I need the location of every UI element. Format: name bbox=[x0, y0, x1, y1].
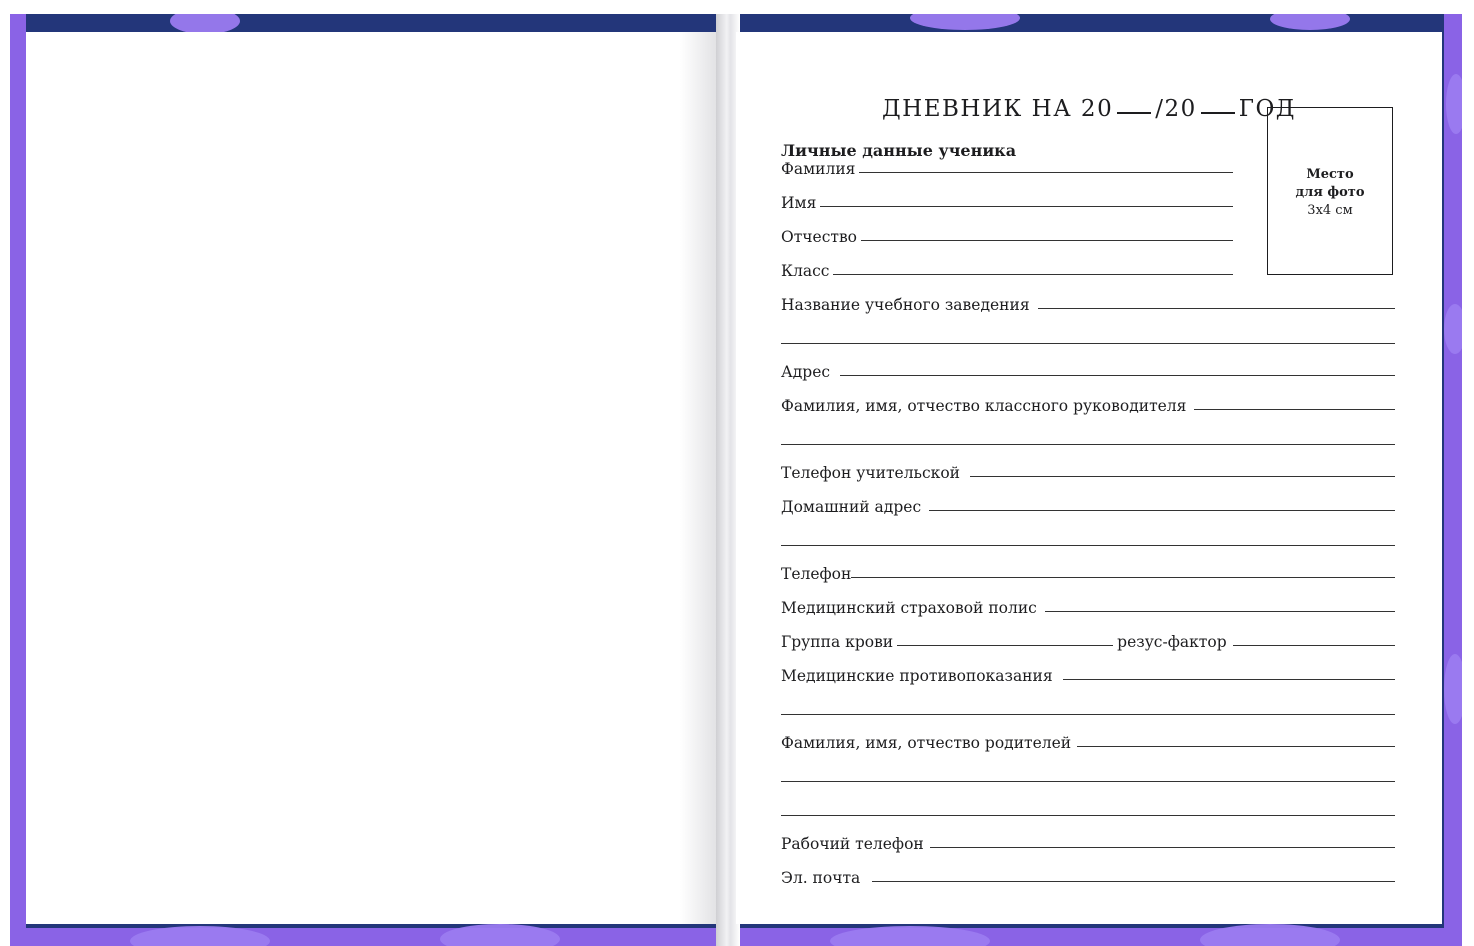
field-phone bbox=[781, 561, 1395, 583]
teacher-input-line-2[interactable] bbox=[781, 444, 1395, 445]
field-label: Телефон bbox=[781, 565, 852, 583]
field-label: Медицинский страховой полис bbox=[781, 599, 1037, 617]
parents-input-line-3[interactable] bbox=[781, 815, 1395, 816]
field-contraindications bbox=[781, 663, 1395, 685]
field-teacher bbox=[781, 393, 1395, 415]
patronymic-input-line[interactable] bbox=[861, 240, 1233, 241]
field-school bbox=[781, 292, 1395, 314]
field-label: Рабочий телефон bbox=[781, 835, 924, 853]
cover-splash bbox=[910, 14, 1020, 30]
field-label: резус-фактор bbox=[1117, 633, 1227, 651]
rh-factor-input-line[interactable] bbox=[1233, 645, 1395, 646]
field-label: Группа крови bbox=[781, 633, 894, 651]
field-patronymic bbox=[781, 224, 1233, 246]
staff-phone-input-line[interactable] bbox=[970, 476, 1395, 477]
photo-label-line1: Место bbox=[1306, 167, 1354, 182]
field-class bbox=[781, 258, 1233, 280]
field-label: Фамилия, имя, отчество родителей bbox=[781, 734, 1072, 752]
contraindications-input-line-2[interactable] bbox=[781, 714, 1395, 715]
cover-splash bbox=[1444, 304, 1462, 354]
field-blood bbox=[781, 629, 1395, 651]
address-input-line[interactable] bbox=[840, 375, 1395, 376]
field-label: Домашний адрес bbox=[781, 498, 922, 516]
name-input-line[interactable] bbox=[820, 206, 1233, 207]
field-label: Эл. почта bbox=[781, 869, 861, 887]
left-page bbox=[26, 32, 718, 924]
school-input-line-2[interactable] bbox=[781, 343, 1395, 344]
phone-input-line[interactable] bbox=[851, 577, 1395, 578]
field-name bbox=[781, 190, 1233, 212]
insurance-input-line[interactable] bbox=[1045, 611, 1395, 612]
field-label: Медицинские противопоказания bbox=[781, 667, 1053, 685]
section-title: Личные данные ученика bbox=[781, 141, 1017, 160]
field-label: Класс bbox=[781, 262, 830, 280]
class-input-line[interactable] bbox=[833, 274, 1233, 275]
parents-input-line-2[interactable] bbox=[781, 781, 1395, 782]
surname-input-line[interactable] bbox=[859, 172, 1233, 173]
parents-input-line[interactable] bbox=[1077, 746, 1395, 747]
home-address-input-line-2[interactable] bbox=[781, 545, 1395, 546]
year-blank-2[interactable] bbox=[1201, 112, 1235, 114]
field-label: Название учебного заведения bbox=[781, 296, 1030, 314]
year-blank-1[interactable] bbox=[1117, 112, 1151, 114]
field-insurance bbox=[781, 595, 1395, 617]
field-label: Фамилия bbox=[781, 160, 856, 178]
title-part-2: /20 bbox=[1155, 96, 1197, 122]
field-label: Фамилия, имя, отчество классного руководителя bbox=[781, 397, 1187, 415]
field-staff-phone bbox=[781, 460, 1395, 482]
school-input-line[interactable] bbox=[1038, 308, 1395, 309]
right-page bbox=[736, 32, 1442, 924]
home-address-input-line[interactable] bbox=[929, 510, 1395, 511]
field-email bbox=[781, 865, 1395, 887]
photo-placeholder bbox=[1267, 107, 1393, 275]
cover-splash bbox=[1446, 74, 1462, 134]
field-label: Отчество bbox=[781, 228, 858, 246]
work-phone-input-line[interactable] bbox=[930, 847, 1395, 848]
field-address bbox=[781, 359, 1395, 381]
cover-edge-left bbox=[10, 14, 26, 946]
cover-edge-right bbox=[1444, 14, 1462, 946]
cover-splash bbox=[1444, 654, 1462, 724]
field-work-phone bbox=[781, 831, 1395, 853]
left-page-shadow bbox=[680, 32, 718, 924]
blood-group-input-line[interactable] bbox=[897, 645, 1113, 646]
field-label: Телефон учительской bbox=[781, 464, 961, 482]
photo-label-line3: 3x4 см bbox=[1307, 203, 1353, 218]
title-part-3: ГОД bbox=[1238, 96, 1297, 122]
email-input-line[interactable] bbox=[872, 881, 1395, 882]
teacher-input-line[interactable] bbox=[1194, 409, 1395, 410]
field-parents bbox=[781, 730, 1395, 752]
field-home-address bbox=[781, 494, 1395, 516]
cover-splash bbox=[440, 924, 560, 946]
field-surname bbox=[781, 156, 1233, 178]
contraindications-input-line[interactable] bbox=[1063, 679, 1395, 680]
cover-splash bbox=[1270, 14, 1350, 30]
title-part-1: ДНЕВНИК НА 20 bbox=[881, 96, 1114, 122]
field-label: Имя bbox=[781, 194, 817, 212]
cover-splash bbox=[170, 14, 240, 34]
photo-label-line2: для фото bbox=[1295, 185, 1365, 200]
field-label: Адрес bbox=[781, 363, 831, 381]
